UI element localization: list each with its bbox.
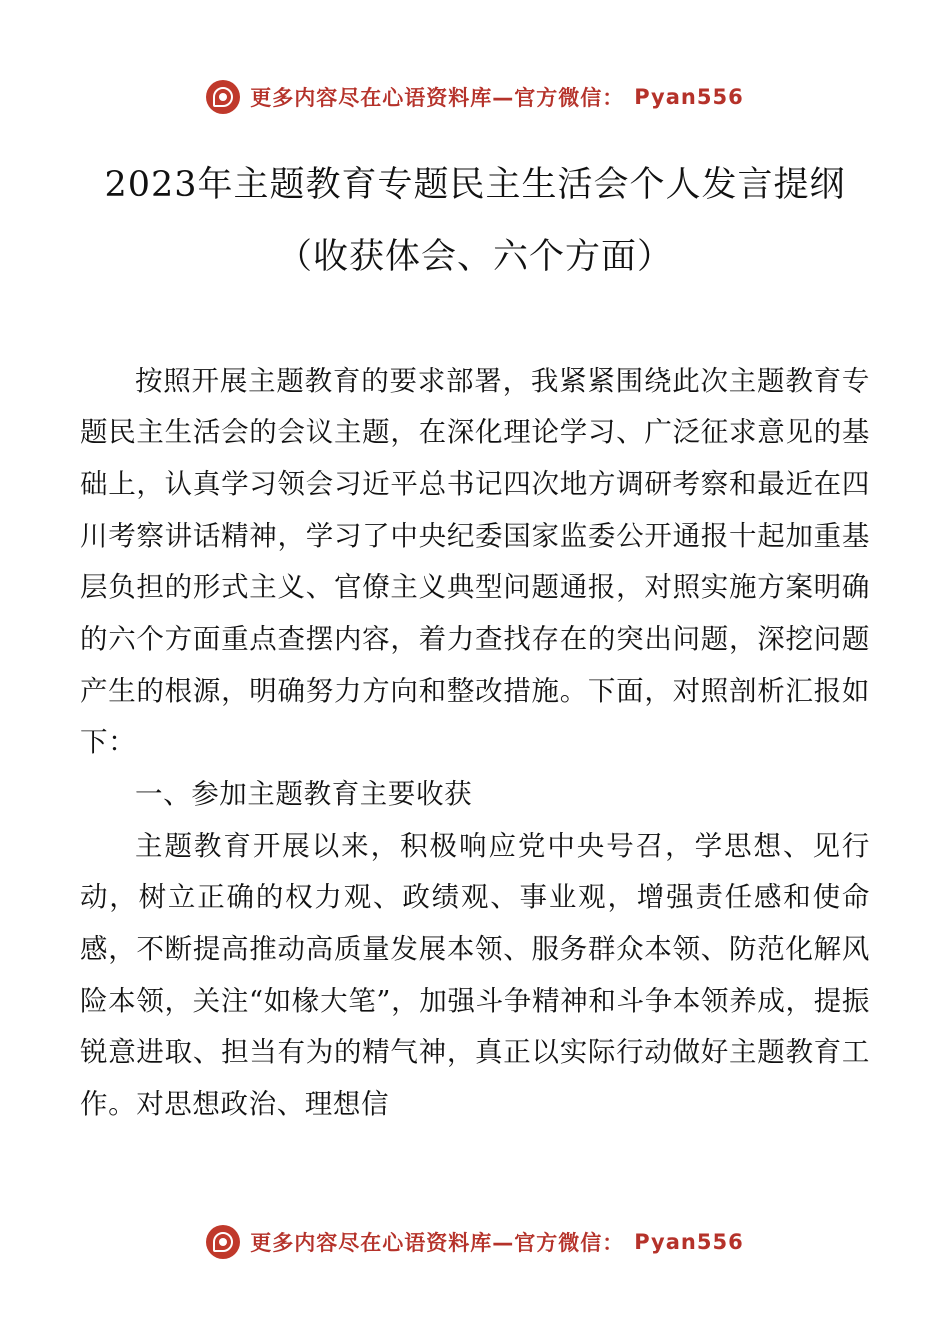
paragraph-section-one-body: 主题教育开展以来，积极响应党中央号召，学思想、见行动，树立正确的权力观、政绩观、事业观，增强责任感和使命感，不断提高推动高质量发展本领、服务群众本领、防范化解风险本领，关注“如椽大笔”，加强斗争精神和斗争本领养成，提振锐意进取、担当有为的精气神，真正以实际行动做好主题教育工作。对思想政治、理想信 <box>80 829 870 1121</box>
seal-icon <box>206 80 240 114</box>
watermark-handle: Pyan556 <box>634 85 744 109</box>
seal-icon <box>206 1225 240 1259</box>
watermark-bottom <box>0 1225 950 1259</box>
page-title: 2023年主题教育专题民主生活会个人发言提纲（收获体会、六个方面） <box>104 165 846 277</box>
paragraph-intro: 按照开展主题教育的要求部署，我紧紧围绕此次主题教育专题民主生活会的会议主题，在深化理论学习、广泛征求意见的基础上，认真学习领会习近平总书记四次地方调研考察和最近在四川考察讲话精神，学习了中央纪委国家监委公开通报十起加重基层负担的形式主义、官僚主义典型问题通报，对照实施方案明确的六个方面重点查摆内容，着力查找存在的突出问题，深挖问题产生的根源，明确努力方向和整改措施。下面，对照剖析汇报如下： <box>80 364 870 759</box>
paragraph-heading-one: 一、参加主题教育主要收获 <box>135 778 473 810</box>
watermark-text: 更多内容尽在心语资料库—官方微信： <box>250 86 625 110</box>
watermark-top <box>0 80 950 114</box>
watermark-handle: Pyan556 <box>634 1230 744 1254</box>
watermark-text: 更多内容尽在心语资料库—官方微信： <box>250 1231 625 1255</box>
document-body <box>80 356 870 1131</box>
